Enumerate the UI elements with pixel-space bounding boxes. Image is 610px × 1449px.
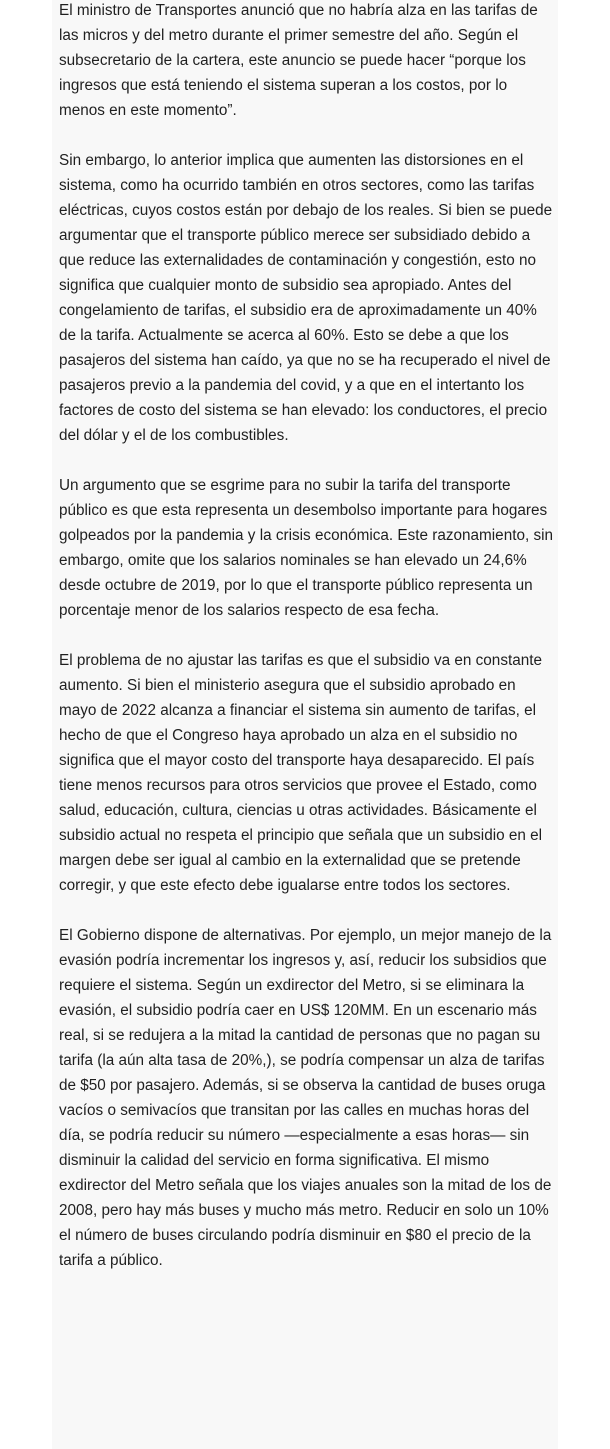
article-paragraph-4: El problema de no ajustar las tarifas es que el subsidio va en constante aumento. Si bien el ministerio asegura que el subsidio aprobado en mayo de 2022 alcanza a financiar el sistema sin aumento de tarifas, el hecho de que el Congreso haya aprobado un alza en el subsidio no significa que el mayor costo del transporte haya desaparecido. El país tiene menos recursos para otros servicios que provee el Estado, como salud, educación, cultura, ciencias u otras actividades. Básicamente el subsidio actual no respeta el principio que señala que un subsidio en el margen debe ser igual al cambio en la externalidad que se pretende corregir, y que este efecto debe igualarse entre todos los sectores. — [59, 652, 543, 894]
article-paragraph-1: El ministro de Transportes anunció que no habría alza en las tarifas de las micros y del metro durante el primer semestre del año. Según el subsecretario de la cartera, este anuncio se puede hacer “porque los ingresos que está teniendo el sistema superan a los costos, por lo menos en este momento”. — [59, 2, 538, 119]
article-paragraph-2: Sin embargo, lo anterior implica que aumenten las distorsiones en el sistema, como ha ocurrido también en otros sectores, como las tarifas eléctricas, cuyos costos están por debajo de los reales. Si bien se puede argumentar que el transporte público merece ser subsidiado debido a que reduce las externalidades de contaminación y congestión, esto no significa que cualquier monto de subsidio sea apropiado. Antes del congelamiento de tarifas, el subsidio era de aproximadamente un 40% de la tarifa. Actualmente se acerca al 60%. Esto se debe a que los pasajeros del sistema han caído, ya que no se ha recuperado el nivel de pasajeros previo a la pandemia del covid, y a que en el intertanto los factores de costo del sistema se han elevado: los conductores, el precio del dólar y el de los combustibles. — [59, 152, 553, 444]
article-body — [52, 0, 558, 1449]
article-paragraph-3: Un argumento que se esgrime para no subir la tarifa del transporte público es que esta representa un desembolso importante para hogares golpeados por la pandemia y la crisis económica. Este razonamiento, sin embargo, omite que los salarios nominales se han elevado un 24,6% desde octubre de 2019, por lo que el transporte público representa un porcentaje menor de los salarios respecto de esa fecha. — [59, 477, 554, 619]
article-paragraph-5: El Gobierno dispone de alternativas. Por ejemplo, un mejor manejo de la evasión podría incrementar los ingresos y, así, reducir los subsidios que requiere el sistema. Según un exdirector del Metro, si se eliminara la evasión, el subsidio podría caer en US$ 120MM. En un escenario más real, si se redujera a la mitad la cantidad de personas que no pagan su tarifa (la aún alta tasa de 20%,), se podría compensar un alza de tarifas de $50 por pasajero. Además, si se observa la cantidad de buses oruga vacíos o semivacíos que transitan por las calles en muchas horas del día, se podría reducir su número —especialmente a esas horas— sin disminuir la calidad del servicio en forma significativa. El mismo exdirector del Metro señala que los viajes anuales son la mitad de los de 2008, pero hay más buses y mucho más metro. Reducir en solo un 10% el número de buses circulando podría disminuir en $80 el precio de la tarifa a público. — [59, 927, 552, 1269]
